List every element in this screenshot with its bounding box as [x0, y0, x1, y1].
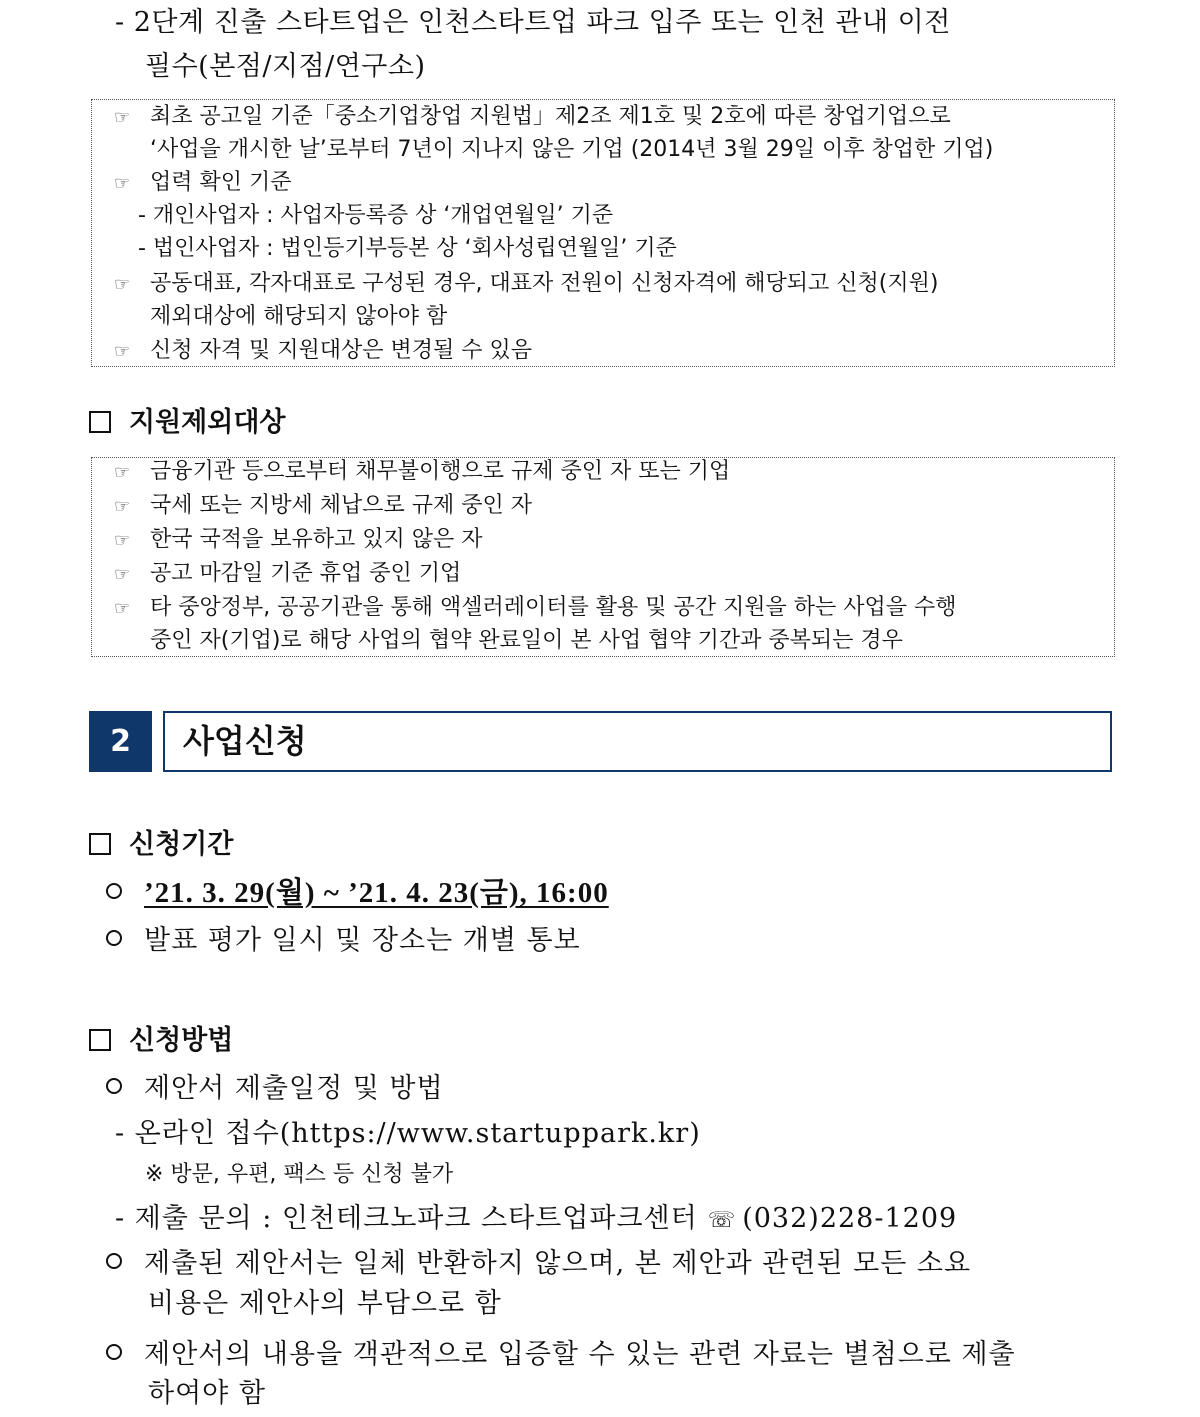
eligibility-note-box — [91, 99, 1115, 367]
pointing-hand-icon: ☞ — [114, 564, 131, 585]
method-item-3-cont: 하여야 함 — [148, 1378, 266, 1409]
note-row: ☞ 국세 또는 지방세 체납으로 규제 중인 자 — [114, 489, 532, 524]
circle-bullet-icon — [106, 930, 122, 946]
note-row: 제외대상에 해당되지 않아야 함 — [150, 304, 448, 329]
section-number-badge: 2 — [89, 711, 152, 772]
period-date-range: ’21. 3. 29(월) ~ ’21. 4. 23(금), 16:00 — [144, 877, 609, 909]
pointing-hand-icon: ☞ — [114, 530, 131, 551]
method-inquiry: - 제출 문의 : 인천테크노파크 스타트업파크센터 ☏ (032)228-1209 — [115, 1203, 958, 1234]
checkbox-square-icon — [89, 411, 111, 433]
pointing-hand-icon: ☞ — [114, 173, 131, 194]
note-row: 중인 자(기업)로 해당 사업의 협약 완료일이 본 사업 협약 기간과 중복되는 경우 — [150, 628, 903, 653]
pointing-hand-icon: ☞ — [114, 341, 131, 362]
circle-bullet-icon — [106, 883, 122, 899]
circle-bullet-icon — [106, 1253, 122, 1269]
intro-line-2: 필수(본점/지점/연구소) — [145, 51, 426, 82]
period-date-row — [106, 870, 609, 911]
note-row: - 개인사업자 : 사업자등록증 상 ‘개업연월일’ 기준 — [138, 203, 614, 228]
circle-bullet-icon — [106, 1344, 122, 1360]
note-row: ☞ 업력 확인 기준 — [114, 166, 292, 201]
method-no-offline-note: ※ 방문, 우편, 팩스 등 신청 불가 — [145, 1162, 454, 1187]
note-row: ☞ 공고 마감일 기준 휴업 중인 기업 — [114, 557, 461, 592]
pointing-hand-icon: ☞ — [114, 462, 131, 483]
note-row: ‘사업을 개시한 날’로부터 7년이 지나지 않은 기업 (2014년 3월 29일 이후 창업한 기업) — [150, 137, 994, 162]
period-note-row: 발표 평가 일시 및 장소는 개별 통보 — [106, 918, 581, 957]
period-heading: 신청기간 — [89, 822, 233, 861]
method-item-3: 제안서의 내용을 객관적으로 입증할 수 있는 관련 자료는 별첨으로 제출 — [106, 1332, 1016, 1371]
method-online: - 온라인 접수(https://www.startuppark.kr) — [115, 1118, 701, 1149]
intro-line-1: - 2단계 진출 스타트업은 인천스타트업 파크 입주 또는 인천 관내 이전 — [115, 7, 951, 38]
method-item-2: 제출된 제안서는 일체 반환하지 않으며, 본 제안과 관련된 모든 소요 — [106, 1241, 971, 1280]
phone-number: (032)228-1209 — [742, 1203, 958, 1234]
note-row: ☞ 신청 자격 및 지원대상은 변경될 수 있음 — [114, 334, 532, 369]
pointing-hand-icon: ☞ — [114, 496, 131, 517]
pointing-hand-icon: ☞ — [114, 598, 131, 619]
circle-bullet-icon — [106, 1078, 122, 1094]
note-row: - 법인사업자 : 법인등기부등본 상 ‘회사성립연월일’ 기준 — [138, 236, 677, 261]
section-title: 사업신청 — [163, 711, 1112, 772]
checkbox-square-icon — [89, 1029, 111, 1051]
note-row: ☞ 금융기관 등으로부터 채무불이행으로 규제 중인 자 또는 기업 — [114, 455, 730, 490]
exclusion-note-box — [91, 457, 1115, 657]
note-row: ☞ 타 중앙정부, 공공기관을 통해 액셀러레이터를 활용 및 공간 지원을 하는 사업을 수행 — [114, 591, 957, 626]
pointing-hand-icon: ☞ — [114, 274, 131, 295]
note-row: ☞ 최초 공고일 기준「중소기업창업 지원법」제2조 제1호 및 2호에 따른 창업기업으로 — [114, 100, 951, 135]
checkbox-square-icon — [89, 833, 111, 855]
pointing-hand-icon: ☞ — [114, 107, 131, 128]
note-row: ☞ 공동대표, 각자대표로 구성된 경우, 대표자 전원이 신청자격에 해당되고 신청(지원) — [114, 267, 938, 302]
note-row: ☞ 한국 국적을 보유하고 있지 않은 자 — [114, 523, 483, 558]
method-heading: 신청방법 — [89, 1018, 233, 1057]
method-item-1: 제안서 제출일정 및 방법 — [106, 1066, 444, 1105]
exclusion-heading: 지원제외대상 — [89, 400, 286, 439]
phone-icon: ☏ — [707, 1208, 737, 1233]
method-item-2-cont: 비용은 제안사의 부담으로 함 — [148, 1288, 502, 1319]
